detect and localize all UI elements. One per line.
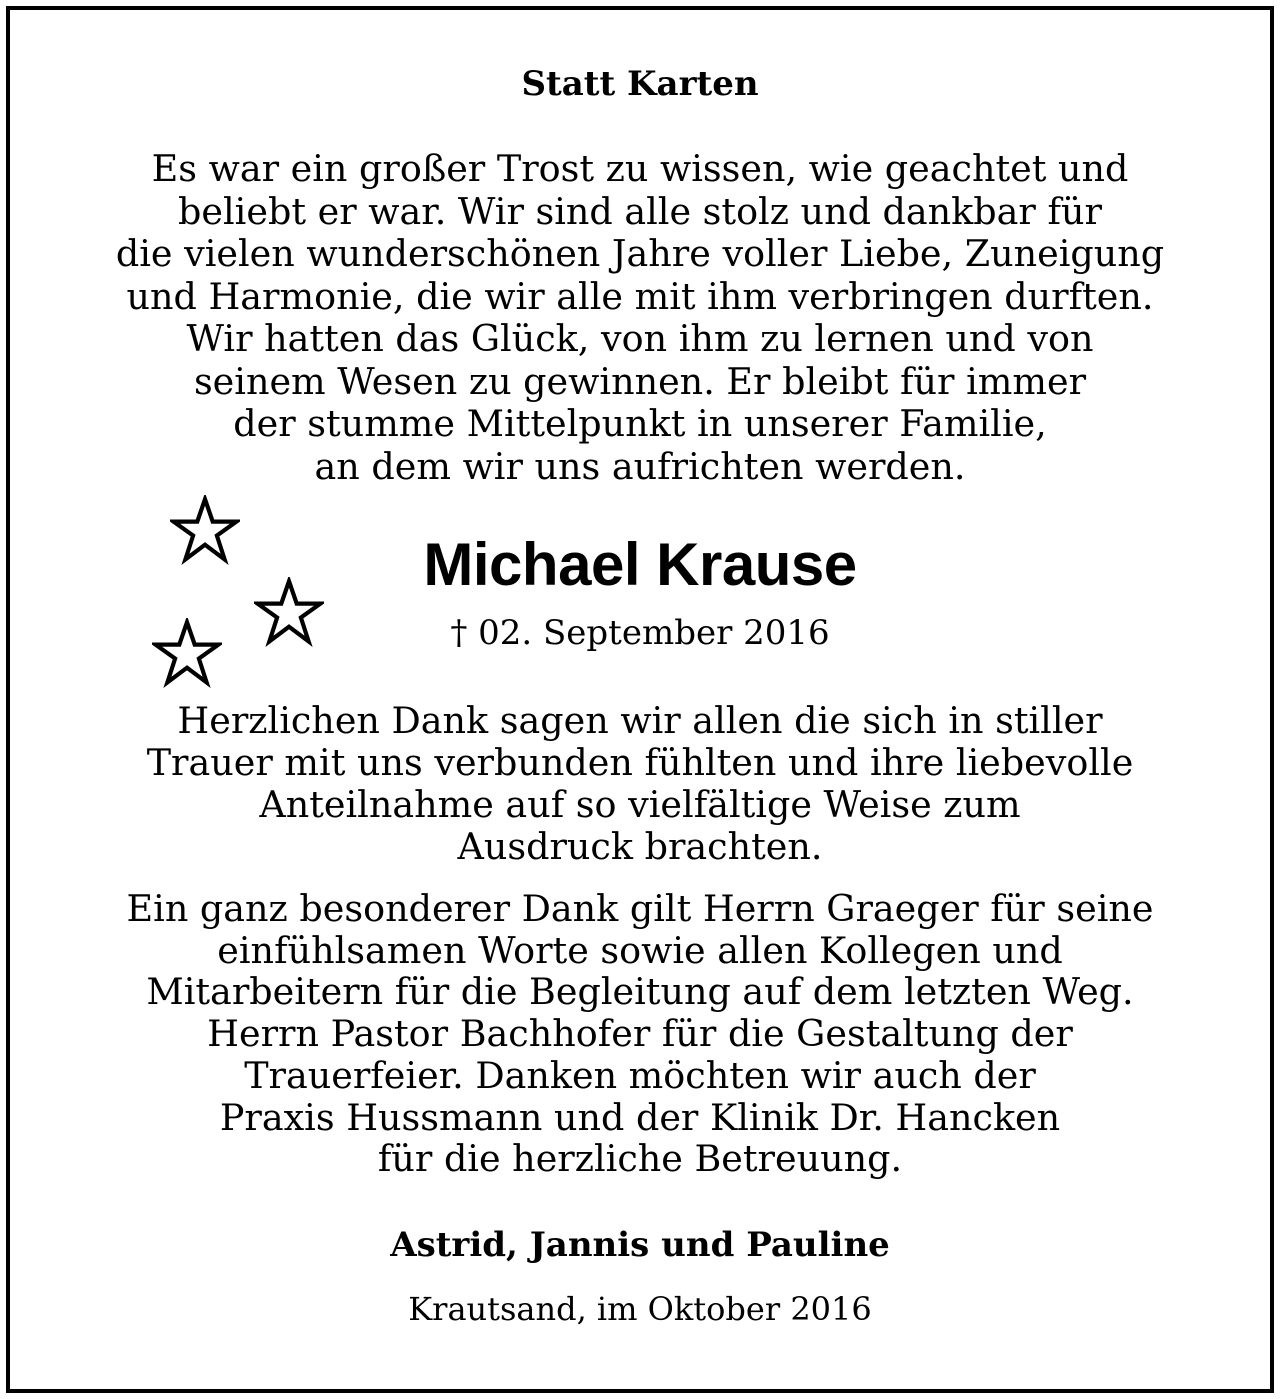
intro-line: Es war ein großer Trost zu wissen, wie geachtet und bbox=[151, 147, 1129, 190]
intro-line: an dem wir uns aufrichten werden. bbox=[314, 444, 966, 488]
family-signature: Astrid, Jannis und Pauline bbox=[390, 1225, 890, 1265]
thanks-paragraph bbox=[0, 700, 1280, 868]
thanks-line: Herzlichen Dank sagen wir allen die sich in stiller bbox=[177, 699, 1103, 742]
intro-line: beliebt er war. Wir sind alle stolz und dankbar für bbox=[178, 189, 1102, 233]
deceased-name: Michael Krause bbox=[423, 531, 857, 598]
thanks-line: Trauer mit uns verbunden fühlten und ihre liebevolle bbox=[146, 741, 1134, 784]
intro-paragraph bbox=[0, 148, 1280, 488]
intro-line: und Harmonie, die wir alle mit ihm verbringen durften. bbox=[126, 274, 1154, 318]
thanks-line: Anteilnahme auf so vielfältige Weise zum bbox=[259, 783, 1021, 826]
thanks-line: Ausdruck brachten. bbox=[457, 825, 823, 868]
intro-line: seinem Wesen zu gewinnen. Er bleibt für immer bbox=[193, 359, 1087, 403]
intro-line: der stumme Mittelpunkt in unserer Familie, bbox=[233, 402, 1047, 445]
special-thanks-line: Ein ganz besonderer Dank gilt Herrn Graeger für seine bbox=[126, 887, 1154, 930]
intro-line: Wir hatten das Glück, von ihm zu lernen und von bbox=[186, 317, 1094, 360]
special-thanks-line: einfühlsamen Worte sowie allen Kollegen und bbox=[217, 928, 1063, 972]
special-thanks-paragraph bbox=[0, 888, 1280, 1180]
special-thanks-line: für die herzliche Betreuung. bbox=[377, 1137, 903, 1181]
intro-line: die vielen wunderschönen Jahre voller Liebe, Zuneigung bbox=[115, 232, 1165, 275]
special-thanks-line: Trauerfeier. Danken möchten wir auch der bbox=[244, 1053, 1036, 1097]
notice-heading: Statt Karten bbox=[521, 64, 759, 104]
place-date: Krautsand, im Oktober 2016 bbox=[408, 1290, 872, 1328]
special-thanks-line: Mitarbeitern für die Begleitung auf dem letzten Weg. bbox=[146, 970, 1134, 1014]
special-thanks-line: Praxis Hussmann und der Klinik Dr. Hancken bbox=[219, 1095, 1061, 1139]
special-thanks-line: Herrn Pastor Bachhofer für die Gestaltung der bbox=[207, 1012, 1073, 1056]
death-date: † 02. September 2016 bbox=[450, 613, 830, 653]
